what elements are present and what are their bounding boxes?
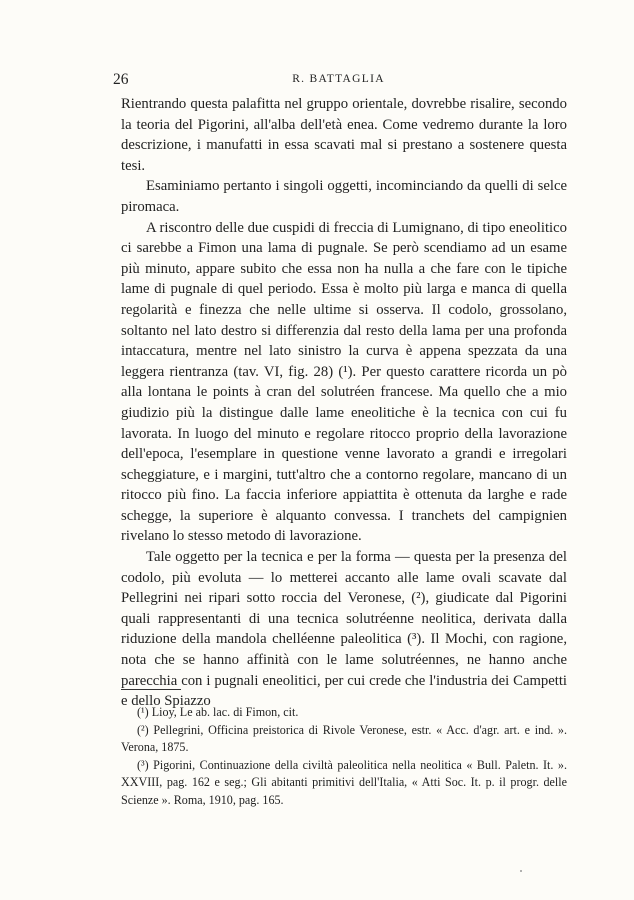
paragraph: Rientrando questa palafitta nel gruppo orientale, dovrebbe risalire, secondo la teoria del Pigorini, all'alba dell'età enea. Come vedremo durante la loro descrizione, i manufatti in essa scavati mal si prestano a sostenere questa tesi. [121,96,567,174]
footnote: (¹) Lioy, Le ab. lac. di Fimon, cit. [137,705,299,719]
footnotes [121,704,567,809]
paragraph: Tale oggetto per la tecnica e per la forma — questa per la presenza del codolo, più evoluta — lo metterei accanto alle lame ovali scavate dal Pellegrini nei ripari sotto roccia del Veronese, (²), giudicate dal Pigorini quali rappresentanti di una tecnica solutréenne neolitica, derivata dalla riduzione della mandola chelléenne paleolitica (³). Il Mochi, con ragione, nota che se hanno affinità con le lame solutréennes, ne hanno anche parecchia con i pugnali eneolitici, per cui crede che l'industria dei Campetti e dello Spiazzo [121,549,567,710]
footnote-rule [121,689,181,690]
paper-speck [520,870,522,872]
page-number: 26 [113,71,129,88]
paragraph: A riscontro delle due cuspidi di freccia di Lumignano, di tipo eneolitico ci sarebbe a Fimon una lama di pugnale. Se però scendiamo ad un esame più minuto, appare subito che essa non ha nulla a che fare con le tipiche lame di pugnale di quel periodo. Essa è molto più larga e manca di quella regolarità e finezza che nelle ultime si osserva. Il codolo, grossolano, soltanto nel lato destro si differenzia dal resto della lama per una profonda intaccatura, mentre nel lato sinistro la curva è appena spezzata da una leggera rientranza (tav. VI, fig. 28) (¹). Per questo carattere ricorda un pò alla lontana le points à cran del solutréen francese. Ma quello che a mio giudizio più la distingue dalle lame eneolitiche è la tecnica con cui fu lavorata. In luogo del minuto e regolare ritocco proprio della lavorazione dell'epoca, l'esemplare in questione venne lavorato a grandi e irregolari scheggiature, e i margini, tutt'altro che a contorno regolare, mancano di un ritocco più fino. La faccia inferiore appiattita è ottenuta da larghe e rade schegge, la superiore è alquanto convessa. I tranchets del campignien rivelano lo stesso metodo di lavorazione. [121,219,567,545]
footnote: (³) Pigorini, Continuazione della civiltà paleolitica nella neolitica « Bull. Paletn. It. ». XXVIII, pag. 162 e seg.; Gli abitanti primitivi dell'Italia, « Atti Soc. It. p. il progr. delle Scienze ». Roma, 1910, pag. 165. [121,757,567,807]
running-head: R. BATTAGLIA [292,73,385,85]
paragraph: Esaminiamo pertanto i singoli oggetti, incominciando da quelli di selce piromaca. [121,178,567,215]
page-header [113,71,564,89]
footnote: (²) Pellegrini, Officina preistorica di Rivole Veronese, estr. « Acc. d'agr. art. e ind. ». Verona, 1875. [121,722,567,754]
body-text [121,94,567,712]
